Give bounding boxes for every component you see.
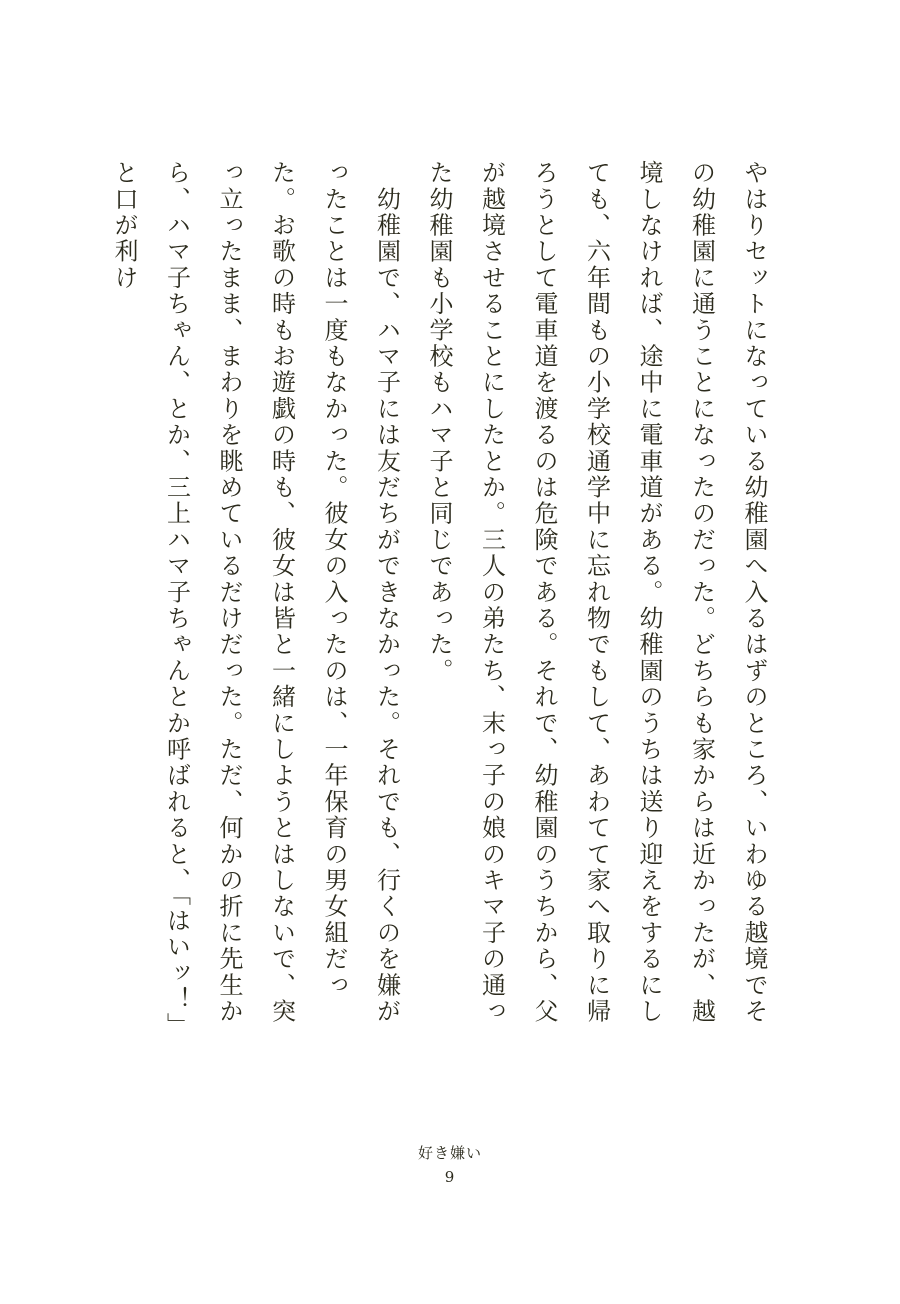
paragraph-1: やはりセットになっている幼稚園へ入るはずのところ、いわゆる越境でその幼稚園に通うことになったのだった。どちらも家からは近かったが、越境しなければ、途中に電車道がある。幼稚園のうちは送り迎えをするにしても、六年間もの小学校通学中に忘れ物でもして、あわてて家へ取りに帰ろうとして電車道を渡るのは危険である。それで、幼稚園のうちから、父が越境させることにしたとか。三人の弟たち、末っ子の娘のキマ子の通った幼稚園も小学校もハマ子と同じであった。 xyxy=(425,160,768,1025)
paragraph-2: 幼稚園で、ハマ子には友だちができなかった。それでも、行くのを嫌がったことは一度もなかった。彼女の入ったのは、一年保育の男女組だった。お歌の時もお遊戯の時も、彼女は皆と一緒にしようとはしないで、突っ立ったまま、まわりを眺めているだけだった。ただ、何かの折に先生から、ハマ子ちゃん、とか、三上ハマ子ちゃんとか呼ばれると、「はいッ！」と口が利け xyxy=(110,160,401,1039)
running-title: 好き嫌い xyxy=(417,1144,482,1162)
body-text xyxy=(110,160,780,1040)
page-number: 9 xyxy=(444,1168,456,1186)
